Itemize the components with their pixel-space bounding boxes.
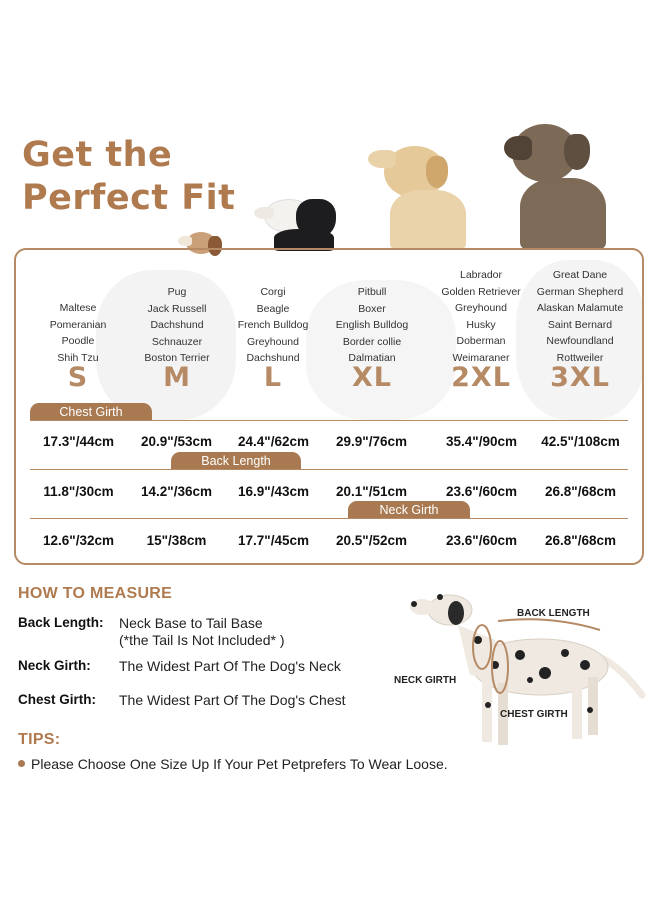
chest-girth-desc: The Widest Part Of The Dog's Chest [119, 692, 346, 708]
border-collie-photo [254, 195, 344, 250]
row-divider [30, 420, 628, 421]
row-divider [30, 518, 628, 519]
chest-girth-term: Chest Girth: [18, 692, 97, 707]
breed-name: Pitbull [357, 286, 387, 298]
size-label-s: S [67, 362, 89, 393]
chest-girth-value: 24.4"/62cm [238, 434, 309, 449]
breed-name: Pug [167, 286, 187, 298]
breed-name: French Bulldog [237, 319, 309, 331]
back-length-desc-text: Neck Base to Tail Base [119, 615, 263, 631]
tip-text: Please Choose One Size Up If Your Pet Petprefers To Wear Loose. [31, 756, 448, 772]
size-label-2xl: 2XL [451, 362, 511, 393]
diagram-label-neck-girth: NECK GIRTH [394, 675, 457, 686]
back-length-value: 11.8"/30cm [43, 484, 114, 499]
breed-name: Saint Bernard [547, 318, 613, 331]
size-chart [14, 248, 644, 565]
breed-name: Boston Terrier [144, 352, 210, 364]
size-label-3xl: 3XL [550, 362, 610, 393]
neck-girth-value: 17.7"/45cm [238, 533, 309, 548]
chest-girth-label: Chest Girth [30, 403, 152, 421]
breed-name: Labrador [459, 269, 503, 281]
breed-name: Dachshund [150, 319, 204, 331]
chest-girth-value: 29.9"/76cm [336, 434, 407, 449]
breed-name: Border collie [342, 335, 402, 348]
size-label-xl: XL [351, 362, 393, 393]
neck-girth-value: 23.6"/60cm [446, 533, 517, 548]
chest-girth-value: 17.3"/44cm [43, 434, 114, 449]
back-length-value: 23.6"/60cm [446, 484, 517, 499]
back-length-value: 14.2"/36cm [141, 484, 212, 499]
how-to-measure-title: HOW TO MEASURE [18, 585, 173, 602]
breed-name: Doberman [456, 335, 506, 347]
breed-name: Weimaraner [452, 351, 510, 364]
chest-girth-value: 35.4"/90cm [446, 434, 517, 449]
back-length-value: 20.1"/51cm [336, 484, 407, 499]
breed-name: Shih Tzu [57, 351, 99, 364]
back-length-value: 16.9"/43cm [238, 484, 309, 499]
bullet-icon [18, 760, 25, 767]
page-title [22, 134, 235, 220]
breed-name: Pomeranian [49, 318, 107, 331]
size-column-3xl [530, 267, 630, 366]
breed-name: Husky [466, 318, 496, 331]
back-length-value: 26.8"/68cm [545, 484, 616, 499]
tip-item [18, 756, 448, 772]
breed-name: Corgi [260, 286, 286, 298]
neck-girth-desc: The Widest Part Of The Dog's Neck [119, 658, 341, 674]
breed-name: Newfoundland [546, 335, 614, 347]
neck-girth-label: Neck Girth [348, 501, 470, 519]
breed-name: Boxer [358, 302, 386, 315]
great-dane-photo [502, 118, 612, 250]
breed-name: Beagle [256, 302, 290, 315]
row-divider [30, 469, 628, 470]
title-line-2: Perfect Fit [22, 178, 236, 218]
breed-name: Rottweiler [556, 351, 604, 364]
breed-name: Great Dane [552, 269, 608, 281]
breed-name: Greyhound [247, 335, 299, 348]
breed-name: Alaskan Malamute [536, 302, 624, 314]
breed-name: English Bulldog [335, 319, 409, 331]
breed-name: German Shepherd [536, 285, 624, 298]
chest-girth-value: 42.5"/108cm [541, 434, 620, 449]
breed-name: Schnauzer [151, 335, 203, 348]
size-column-m [127, 284, 227, 367]
tips-title: TIPS: [18, 731, 61, 748]
breed-name: Poodle [61, 335, 95, 347]
back-length-term: Back Length: [18, 615, 104, 630]
breed-name: Golden Retriever [441, 285, 521, 298]
size-column-l [223, 284, 323, 367]
back-length-label: Back Length [171, 452, 301, 470]
breed-name: Dalmatian [348, 352, 396, 364]
breed-name: Maltese [59, 302, 97, 314]
size-label-l: L [263, 362, 283, 393]
back-length-desc [119, 615, 285, 649]
breed-name: Greyhound [455, 302, 507, 314]
breed-name: Dachshund [246, 352, 300, 364]
labrador-photo [366, 140, 476, 250]
size-label-m: M [163, 362, 191, 393]
breed-name: Jack Russell [147, 302, 207, 315]
chest-girth-value: 20.9"/53cm [141, 434, 212, 449]
neck-girth-value: 26.8"/68cm [545, 533, 616, 548]
neck-girth-term: Neck Girth: [18, 658, 91, 673]
back-length-note: (*the Tail Is Not Included* ) [119, 632, 285, 648]
neck-girth-value: 20.5"/52cm [336, 533, 407, 548]
size-column-xl [322, 284, 422, 367]
size-column-s [28, 300, 128, 366]
neck-girth-value: 15"/38cm [146, 533, 207, 548]
diagram-label-chest-girth: CHEST GIRTH [500, 709, 568, 720]
diagram-label-back-length: BACK LENGTH [517, 608, 590, 619]
back-length-line [498, 619, 600, 630]
size-column-2xl [431, 267, 531, 366]
title-line-1: Get the [22, 135, 173, 175]
neck-girth-value: 12.6"/32cm [43, 533, 114, 548]
